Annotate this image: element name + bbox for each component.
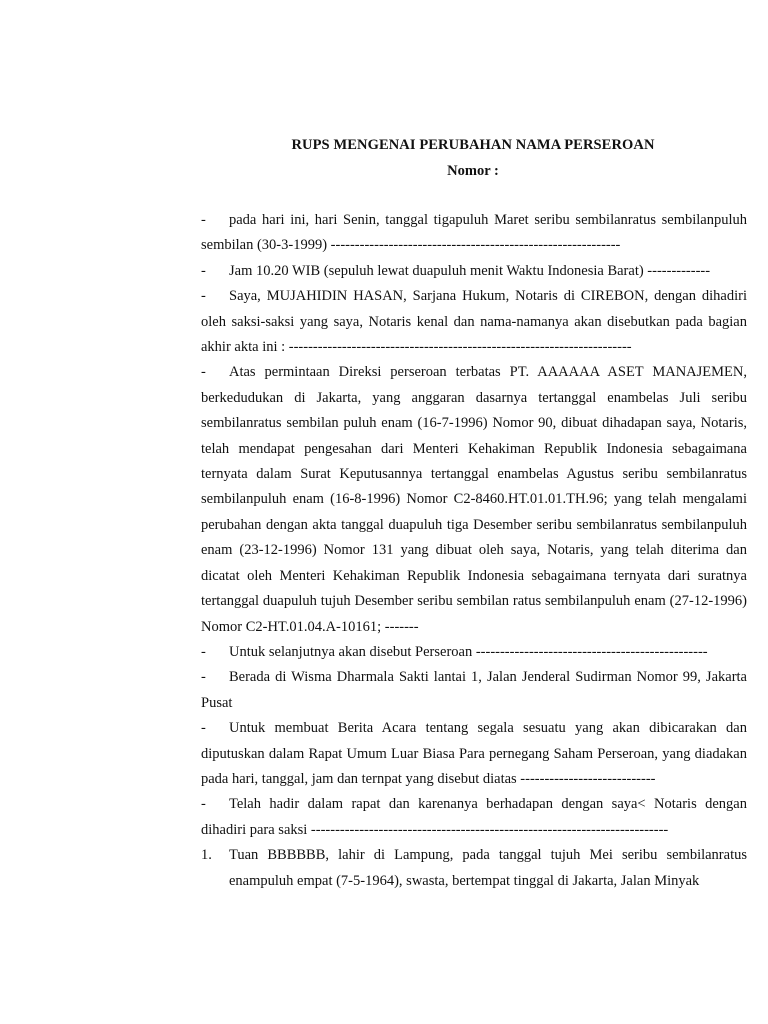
paragraph-number: 1. <box>201 847 212 864</box>
paragraph-attendance <box>201 792 747 843</box>
document-title: RUPS MENGENAI PERUBAHAN NAMA PERSEROAN <box>291 137 655 153</box>
paragraph-purpose <box>201 716 747 792</box>
paragraph-marker: - <box>201 262 206 279</box>
paragraph-request <box>201 360 747 639</box>
paragraph-text: pada hari ini, hari Senin, tanggal tigapuluh Maret seribu sembilanratus sembilanpuluh sembilan (30-3-1999) ------------------------------------------------------------ <box>201 212 747 254</box>
paragraph-text: Berada di Wisma Dharmala Sakti lantai 1, Jalan Jenderal Sudirman Nomor 99, Jakarta Pusat <box>201 669 747 711</box>
paragraph-text: Jam 10.20 WIB (sepuluh lewat duapuluh menit Waktu Indonesia Barat) ------------- <box>229 262 711 279</box>
paragraph-text: Untuk selanjutnya akan disebut Perseroan ------------------------------------------------ <box>229 643 708 660</box>
paragraph-text: Tuan BBBBBB, lahir di Lampung, pada tanggal tujuh Mei seribu sembilanratus enampuluh empat (7-5-1964), swasta, bertempat tinggal di Jakarta, Jalan Minyak <box>229 847 747 889</box>
paragraph-marker: - <box>201 288 206 305</box>
document-body <box>201 208 747 894</box>
paragraph-location <box>201 665 747 716</box>
paragraph-marker: - <box>201 720 206 737</box>
paragraph-marker: - <box>201 643 206 660</box>
paragraph-notary <box>201 284 747 360</box>
paragraph-marker: - <box>201 669 206 686</box>
paragraph-marker: - <box>201 212 206 228</box>
document-number-label: Nomor : <box>447 163 499 179</box>
paragraph-text: Atas permintaan Direksi perseroan terbatas PT. AAAAAA ASET MANAJEMEN, berkedudukan di Jakarta, yang anggaran dasarnya tertanggal enambelas Juli seribu sembilanratus sembilan puluh enam (16-7-1996) Nomor 90, dibuat dihadapan saya, Notaris, telah mendapat pengesahan dari Menteri Kehakiman Republik Indonesia sebagaimana ternyata dalam Surat Keputusannya tertanggal enambelas Agustus seribu sembilanratus sembilanpuluh enam (16-8-1996) Nomor C2-8460.HT.01.01.TH.96; yang telah mengalami perubahan dengan akta tanggal duapuluh tiga Desember seribu sembilanratus sembilanpuluh enam (23-12-1996) Nomor 131 yang dibuat oleh saya, Notaris, yang telah diterima dan dicatat oleh Menteri Kehakiman Republik Indonesia sebagaimana ternyata dari suratnya tertanggal duapuluh tujuh Desember seribu sembilan ratus sembilanpuluh enam (27-12-1996) Nomor C2-HT.01.04.A-10161; ------- <box>201 364 747 635</box>
paragraph-text: Telah hadir dalam rapat dan karenanya berhadapan dengan saya< Notaris dengan dihadiri para saksi -------------------------------------------------------------------------- <box>201 796 747 838</box>
paragraph-text: Untuk membuat Berita Acara tentang segala sesuatu yang akan dibicarakan dan diputuskan dalam Rapat Umum Luar Biasa Para pernegang Saham Perseroan, yang diadakan pada hari, tanggal, jam dan ternpat yang disebut diatas ---------------------------- <box>201 720 747 787</box>
paragraph-attendee-1 <box>201 843 747 894</box>
paragraph-marker: - <box>201 364 206 381</box>
paragraph-text: Saya, MUJAHIDIN HASAN, Sarjana Hukum, Notaris di CIREBON, dengan dihadiri oleh saksi-saksi yang saya, Notaris kenal dan nama-namanya akan disebutkan pada bagian akhir akta ini : ----------------------------------------------------------------------- <box>201 288 747 356</box>
paragraph-marker: - <box>201 796 206 813</box>
paragraph-company-alias <box>201 640 747 665</box>
paragraph-date <box>201 208 747 259</box>
paragraph-time <box>201 259 747 284</box>
